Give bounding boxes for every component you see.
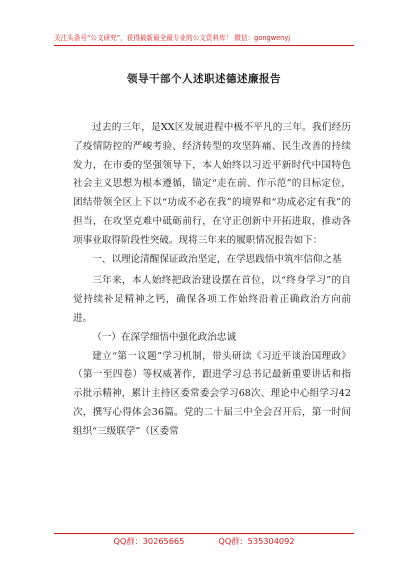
body-paragraph-intro: 过去的三年，是XX区发展进程中极不平凡的三年。我们经历了疫情防控的严峻考验、经济转型的攻坚阵痛、民生改善的持续发力，在市委的坚强领导下，本人始终以习近平新时代中国特色社会主义思想为根本遵循，锚定“走在前、作示范”的目标定位，团结带领全区上下以“功成不必在我”的境界和“功成必定有我”的担当，在攻坚克难中砥砺前行，在守正创新中开拓进取，推动各项事业取得阶段性突破。现将三年来的履职情况报告如下： — [73, 122, 351, 246]
header-divider — [54, 45, 354, 46]
section-heading-1: 一、以理论清醒保证政治坚定，在学思践悟中筑牢信仰之基 — [92, 253, 342, 265]
footer-contacts — [0, 536, 408, 547]
body-paragraph: 建立“第一议题”学习机制，带头研读《习近平谈治国理政》（第一至四卷）等权威著作，跟进学习总书记最新重要讲话和指示批示精神，累计主持区委常委会学习68次、理论中心组学习42次，撰写心得体会36篇。党的二十届三中全会召开后，第一时间组织“三级联学”（区委常 — [73, 350, 351, 437]
footer-divider — [54, 533, 354, 534]
document-body — [73, 119, 351, 442]
subsection-heading-1: （一）在深学细悟中强化政治忠诚 — [92, 331, 237, 343]
body-paragraph: 三年来，本人始终把政治建设摆在首位，以“终身学习”的自觉持续补足精神之钙，确保各项工作始终沿着正确政治方向前进。 — [73, 275, 351, 324]
footer-qq-group-2: QQ群：535304092 — [218, 536, 295, 546]
header-banner: 关注头条号“公文研究”，获得最新最全最专业的公文资料库！ 微信：gongwenyj — [54, 34, 291, 42]
document-title: 领导干部个人述职述德述廉报告 — [127, 73, 281, 85]
footer-qq-group-1: QQ群：30265665 — [113, 536, 185, 546]
